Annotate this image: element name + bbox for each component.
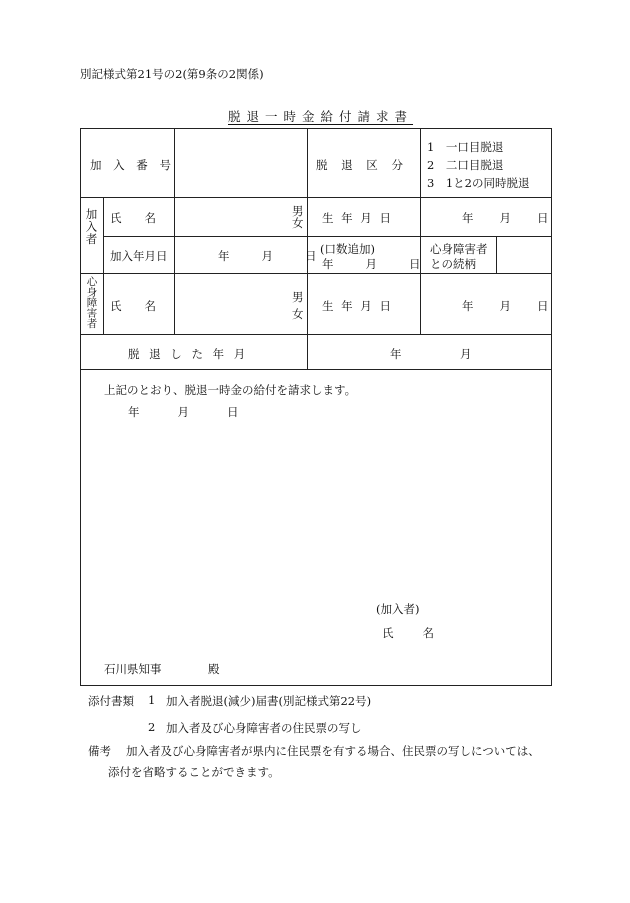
member-gender-male[interactable]: 男 bbox=[292, 204, 304, 218]
member-number-field[interactable] bbox=[180, 157, 300, 171]
addressee: 石川県知事 bbox=[104, 662, 162, 676]
relationship-label-2: との続柄 bbox=[430, 257, 476, 271]
withdrawal-option-2[interactable]: 2 二口目脱退 bbox=[427, 158, 504, 172]
member-name-label: 氏 名 bbox=[110, 211, 156, 225]
withdrawal-category-label: 脱 退 区 分 bbox=[316, 158, 408, 172]
withdrawal-month-year[interactable]: 年 bbox=[390, 347, 402, 361]
join-date-value[interactable]: 年 月 日 bbox=[218, 249, 320, 263]
disabled-birth-label: 生 年 月 日 bbox=[322, 299, 393, 313]
applicant-name-label: 氏 名 bbox=[382, 626, 436, 640]
honorific: 殿 bbox=[208, 662, 220, 676]
member-birth-date[interactable]: 年 月 日 bbox=[462, 211, 550, 225]
withdrawal-option-3[interactable]: 3 1と2の同時脱退 bbox=[427, 176, 530, 190]
attachment-1-number: 1 bbox=[148, 693, 156, 707]
remarks-line-1: 加入者及び心身障害者が県内に住民票を有する場合、住民票の写しについては、 bbox=[126, 744, 540, 758]
withdrawal-month-label: 脱 退 し た 年 月 bbox=[128, 347, 249, 361]
withdrawal-month-month[interactable]: 月 bbox=[460, 347, 472, 361]
attachment-2: 加入者及び心身障害者の住民票の写し bbox=[166, 721, 362, 735]
member-group-label: 加入者 bbox=[84, 208, 99, 246]
disabled-name-label: 氏 名 bbox=[110, 299, 156, 313]
page-title: 脱退一時金給付請求書 bbox=[228, 109, 414, 124]
unit-added-date[interactable]: 年 月 日 bbox=[322, 257, 424, 271]
withdrawal-option-1[interactable]: 1 一口目脱退 bbox=[427, 140, 504, 154]
request-date[interactable]: 年 月 日 bbox=[128, 405, 244, 419]
relationship-field[interactable] bbox=[500, 248, 548, 262]
applicant-label: (加入者) bbox=[376, 602, 420, 616]
attachment-1: 加入者脱退(減少)届書(別記様式第22号) bbox=[166, 694, 372, 708]
member-birth-label: 生 年 月 日 bbox=[322, 211, 393, 225]
disabled-gender-male[interactable]: 男 bbox=[292, 290, 304, 304]
unit-added-label: (口数追加) bbox=[320, 242, 375, 256]
relationship-label-1: 心身障害者 bbox=[430, 242, 488, 256]
attachment-2-number: 2 bbox=[148, 720, 156, 734]
member-number-label: 加 入 番 号 bbox=[90, 158, 175, 172]
join-date-label: 加入年月日 bbox=[110, 249, 168, 263]
disabled-group-label: 心身障害者 bbox=[85, 276, 98, 329]
form-number: 別記様式第21号の2(第9条の2関係) bbox=[80, 67, 264, 81]
remarks-line-2: 添付を省略することができます。 bbox=[108, 765, 280, 779]
member-gender-female[interactable]: 女 bbox=[292, 216, 304, 230]
remarks-label: 備考 bbox=[88, 744, 111, 758]
disabled-gender-female[interactable]: 女 bbox=[292, 307, 304, 321]
disabled-birth-date[interactable]: 年 月 日 bbox=[462, 299, 550, 313]
attachments-label: 添付書類 bbox=[88, 694, 134, 708]
request-statement: 上記のとおり、脱退一時金の給付を請求します。 bbox=[104, 383, 357, 397]
